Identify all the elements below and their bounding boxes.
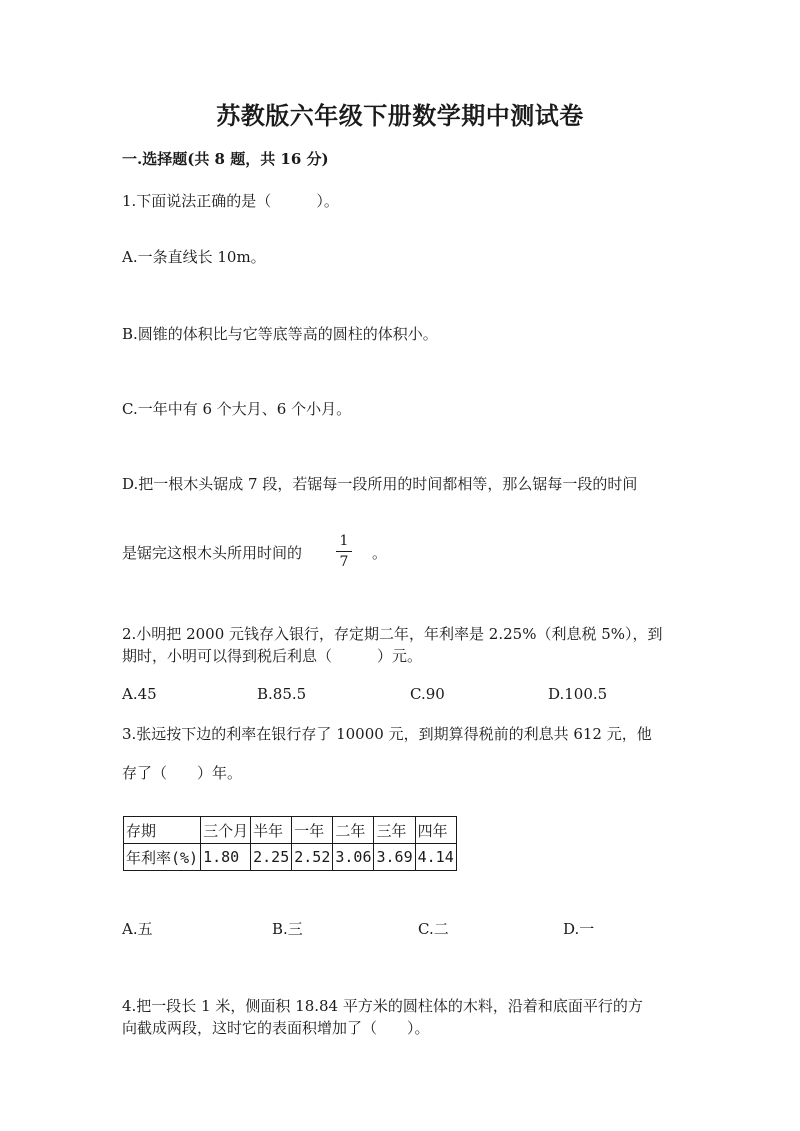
table-cell: 3.06 — [333, 844, 374, 871]
question-3-option-a: A.五 — [122, 920, 153, 938]
table-header-cell: 二年 — [333, 817, 374, 844]
table-cell: 4.14 — [415, 844, 456, 871]
fraction-bar — [336, 551, 352, 552]
fraction-one-seventh — [336, 533, 352, 570]
question-4-line2: 向截成两段，这时它的表面积增加了（ ）。 — [122, 1019, 430, 1037]
question-3-option-d: D.一 — [563, 920, 595, 938]
question-1-option-d-line2: 是锯完这根木头所用时间的 — [122, 544, 303, 562]
question-3-option-b: B.三 — [272, 920, 303, 938]
table-header-cell: 半年 — [251, 817, 292, 844]
question-2-option-c: C.90 — [410, 685, 445, 703]
table-cell: 1.80 — [201, 844, 251, 871]
section-heading: 一.选择题(共 8 题，共 16 分) — [122, 150, 329, 168]
question-2-option-a: A.45 — [122, 685, 157, 703]
page-title: 苏教版六年级下册数学期中测试卷 — [216, 101, 584, 130]
question-3-line1: 3.张远按下边的利率在银行存了 10000 元，到期算得税前的利息共 612 元，他 — [122, 725, 652, 743]
question-1-option-d-end: 。 — [372, 544, 388, 562]
fraction-numerator: 1 — [339, 533, 349, 549]
table-row — [124, 844, 457, 871]
question-1-option-a: A.一条直线长 10m。 — [122, 248, 266, 266]
table-header-cell: 三年 — [374, 817, 415, 844]
question-2-line1: 2.小明把 2000 元钱存入银行，存定期二年，年利率是 2.25%（利息税 5%），到 — [122, 625, 663, 643]
question-1-option-b: B.圆锥的体积比与它等底等高的圆柱的体积小。 — [122, 325, 438, 343]
question-1-option-d-line1: D.把一根木头锯成 7 段，若锯每一段所用的时间都相等，那么锯每一段的时间 — [122, 475, 638, 493]
question-4-line1: 4.把一段长 1 米，侧面积 18.84 平方米的圆柱体的木料，沿着和底面平行的方 — [122, 997, 643, 1015]
question-1-stem: 1.下面说法正确的是（ ）。 — [122, 192, 339, 210]
fraction-denominator: 7 — [339, 554, 349, 570]
table-header-cell: 三个月 — [201, 817, 251, 844]
table-cell: 2.52 — [292, 844, 333, 871]
question-1-option-c: C.一年中有 6 个大月、6 个小月。 — [122, 400, 352, 418]
question-3-line2: 存了（ ）年。 — [122, 764, 243, 782]
question-3-option-c: C.二 — [418, 920, 449, 938]
table-cell: 年利率(%) — [124, 844, 201, 871]
table-cell: 2.25 — [251, 844, 292, 871]
table-header-cell: 四年 — [415, 817, 456, 844]
question-2-line2: 期时，小明可以得到税后利息（ ）元。 — [122, 647, 423, 665]
question-2-option-b: B.85.5 — [257, 685, 307, 703]
table-header-row — [124, 817, 457, 844]
table-cell: 3.69 — [374, 844, 415, 871]
table-header-cell: 存期 — [124, 817, 201, 844]
interest-rate-table — [123, 816, 457, 871]
question-2-option-d: D.100.5 — [548, 685, 608, 703]
table-header-cell: 一年 — [292, 817, 333, 844]
